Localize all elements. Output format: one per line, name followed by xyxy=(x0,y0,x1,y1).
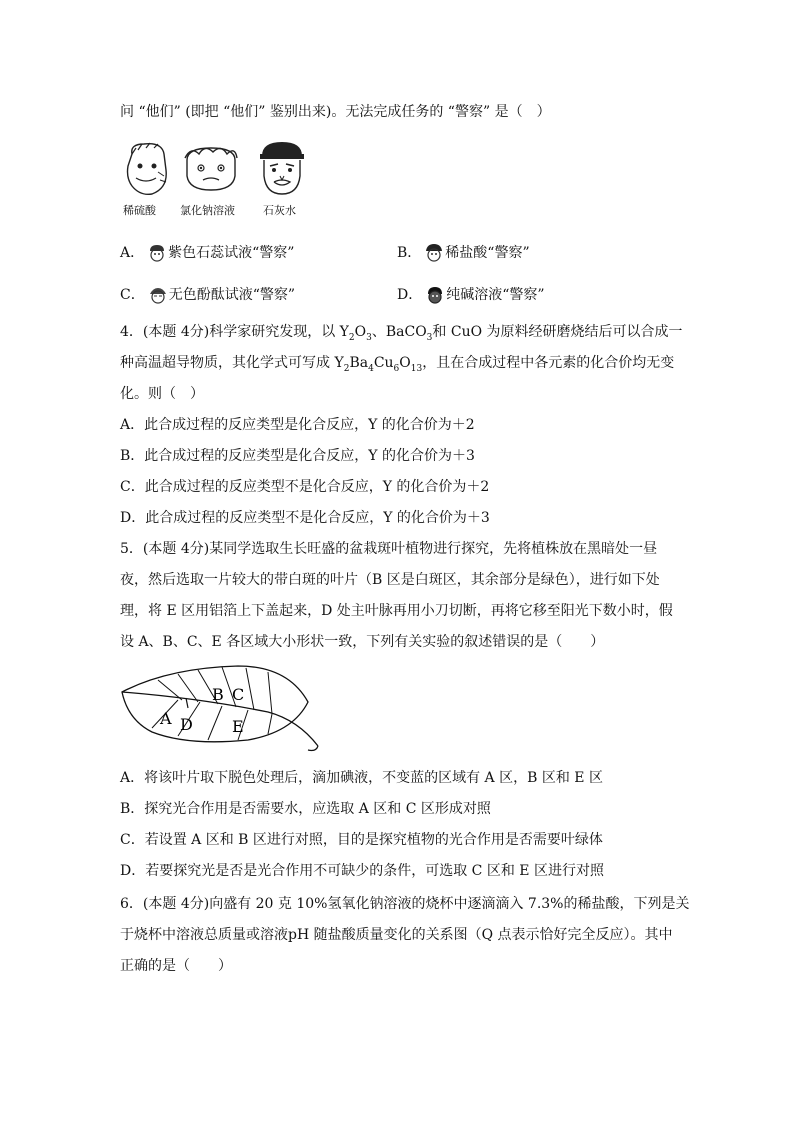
q4-option-b[interactable]: B．此合成过程的反应类型是化合反应，Y 的化合价为＋3 xyxy=(120,448,475,464)
q3-stem-tail: 问 “他们” (即把 “他们” 鉴别出来)。无法完成任务的 “警察” 是（ ） xyxy=(120,104,551,120)
leaf-label-d: D xyxy=(180,715,193,734)
q5-option-b[interactable]: B．探究光合作用是否需要水，应选取 A 区和 C 区形成对照 xyxy=(120,801,491,817)
q6-stem-line1: 6．(本题 4分)向盛有 20 克 10%氢氧化钠溶液的烧杯中逐滴滴入 7.3%的稀盐酸，下列是关 xyxy=(120,896,690,912)
q4-option-a[interactable]: A．此合成过程的反应类型是化合反应，Y 的化合价为＋2 xyxy=(120,417,475,433)
limewater-face-icon xyxy=(256,138,308,198)
q4-stem-line2: 种高温超导物质，其化学式可写成 $Y_2Ba_4Cu_6O_{13}$，且在合成过程中各元素的化合价均无变 xyxy=(120,355,675,374)
police-face-icon xyxy=(425,244,443,262)
q3-option-b[interactable] xyxy=(397,244,530,262)
q6-stem-line3: 正确的是（ ） xyxy=(120,958,232,974)
q3-option-d[interactable] xyxy=(397,286,545,304)
q4-option-d[interactable]: D．此合成过程的反应类型不是化合反应，Y 的化合价为＋3 xyxy=(120,510,490,526)
leaf-label-e: E xyxy=(232,717,244,736)
q4-stem-line1: 4．(本题 4分)科学家研究发现，以 $Y_2O_3$、BaCO$_3$和 CuO 为原料经研磨烧结后可以合成一 xyxy=(120,324,683,343)
option-letter: A． xyxy=(120,245,145,261)
sodium-chloride-face-icon xyxy=(179,142,243,194)
leaf-label-b: B xyxy=(212,685,224,704)
option-text: 紫色石蕊试液“警察” xyxy=(168,245,295,261)
option-text: 无色酚酞试液“警察” xyxy=(168,287,296,303)
sulfuric-acid-face-icon xyxy=(122,140,172,198)
q6-stem-line2: 于烧杯中溶液总质量或溶液pH 随盐酸质量变化的关系图（Q 点表示恰好完全反应）。其中 xyxy=(120,927,673,943)
q3-option-c[interactable] xyxy=(120,286,295,304)
option-letter: B． xyxy=(397,245,422,261)
police-face-icon xyxy=(148,244,166,262)
leaf-label-a: A xyxy=(160,709,172,728)
option-text: 纯碱溶液“警察” xyxy=(446,287,545,303)
q5-option-c[interactable]: C．若设置 A 区和 B 区进行对照，目的是探究植物的光合作用是否需要叶绿体 xyxy=(120,832,603,848)
q3-option-a[interactable] xyxy=(120,244,294,262)
q4-stem-line3: 化。则（ ） xyxy=(120,386,204,402)
q5-option-a[interactable]: A．将该叶片取下脱色处理后，滴加碘液，不变蓝的区域有 A 区，B 区和 E 区 xyxy=(120,770,603,786)
q5-option-d[interactable]: D．若要探究光是否是光合作用不可缺少的条件，可选取 C 区和 E 区进行对照 xyxy=(120,863,604,879)
police-face-icon xyxy=(426,286,444,304)
caption-sulfuric-acid: 稀硫酸 xyxy=(123,204,156,217)
q5-stem-line4: 设 A、B、C、E 各区域大小形状一致，下列有关实验的叙述错误的是（ ） xyxy=(120,634,605,650)
police-face-icon xyxy=(149,286,167,304)
q5-stem-line2: 夜，然后选取一片较大的带白斑的叶片（B 区是白斑区，其余部分是绿色），进行如下处 xyxy=(120,572,660,588)
option-text: 稀盐酸“警察” xyxy=(445,245,530,261)
option-letter: D． xyxy=(397,287,423,303)
option-letter: C． xyxy=(120,287,145,303)
q4-option-c[interactable]: C．此合成过程的反应类型不是化合反应，Y 的化合价为＋2 xyxy=(120,479,490,495)
leaf-diagram xyxy=(118,662,324,754)
q5-stem-line3: 理，将 E 区用铝箔上下盖起来，D 处主叶脉再用小刀切断，再将它移至阳光下数小时，假 xyxy=(120,603,673,619)
leaf-label-c: C xyxy=(232,685,245,704)
caption-limewater: 石灰水 xyxy=(263,204,296,217)
q5-stem-line1: 5．(本题 4分)某同学选取生长旺盛的盆栽斑叶植物进行探究，先将植株放在黑暗处一昼 xyxy=(120,541,658,557)
caption-sodium-chloride: 氯化钠溶液 xyxy=(180,204,235,217)
